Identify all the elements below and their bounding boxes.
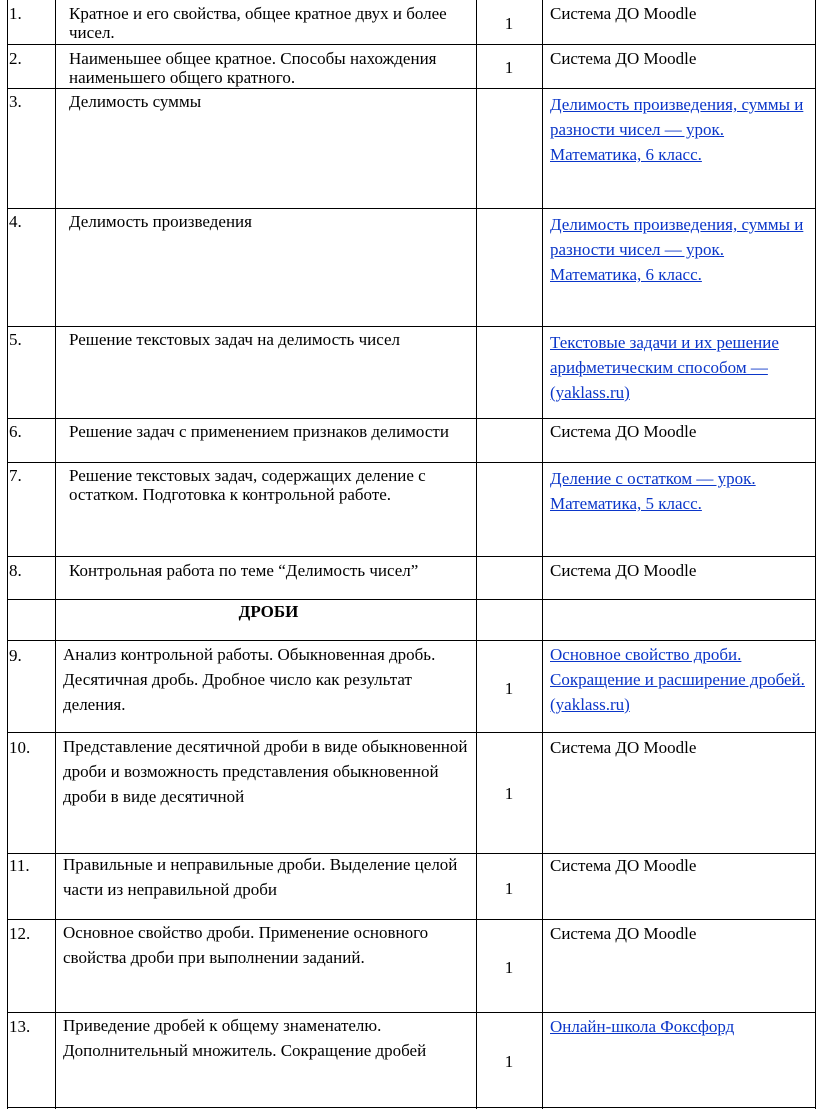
- table-border-left: [7, 0, 8, 1109]
- row-number: 2.: [9, 49, 22, 68]
- resource-text: Система ДО Moodle: [550, 422, 697, 441]
- resource-link[interactable]: Онлайн-школа Фоксфорд: [550, 1017, 735, 1036]
- row-number: 5.: [9, 330, 22, 349]
- table-row: [0, 326, 816, 418]
- row-number: 4.: [9, 212, 22, 231]
- table-row-divider: [7, 853, 816, 854]
- topic-text: Приведение дробей к общему знаменателю. Дополнительный множитель. Сокращение дробей: [63, 1016, 427, 1060]
- resource-link[interactable]: Деление с остатком — урок. Математика, 5 класс.: [550, 469, 756, 513]
- section-header-row: [0, 599, 816, 640]
- topic-text: Решение задач с применением признаков делимости: [69, 422, 449, 441]
- row-number: 7.: [9, 466, 22, 485]
- section-title: ДРОБИ: [238, 602, 299, 621]
- hours-value: 1: [504, 784, 514, 803]
- table-row: [0, 45, 816, 88]
- resource-link[interactable]: Делимость произведения, суммы и разности чисел — урок. Математика, 6 класс.: [550, 215, 804, 284]
- row-number: 11.: [9, 856, 30, 875]
- table-row: [0, 88, 816, 208]
- table-row-divider: [7, 599, 816, 600]
- resource-text: Система ДО Moodle: [550, 924, 697, 943]
- resource-link[interactable]: Делимость произведения, суммы и разности чисел — урок. Математика, 6 класс.: [550, 95, 804, 164]
- table-row: [0, 853, 816, 919]
- table-row: [0, 462, 816, 556]
- resource-text: Система ДО Moodle: [550, 49, 697, 68]
- row-number: 9.: [9, 646, 22, 665]
- topic-text: Представление десятичной дроби в виде обыкновенной дроби и возможность представления обыкновенной дроби в виде десятичной: [63, 737, 468, 806]
- hours-value: 1: [504, 879, 514, 898]
- table-row-divider: [7, 418, 816, 419]
- table-row: [0, 640, 816, 732]
- row-number: 3.: [9, 92, 22, 111]
- table-row-divider: [7, 556, 816, 557]
- topic-text: Анализ контрольной работы. Обыкновенная дробь. Десятичная дробь. Дробное число как результат деления.: [63, 645, 436, 714]
- resource-link[interactable]: Основное свойство дроби. Сокращение и расширение дробей. (yaklass.ru): [550, 645, 805, 714]
- table-row-divider: [7, 326, 816, 327]
- hours-value: 1: [504, 1052, 514, 1071]
- table-row: [0, 1012, 816, 1107]
- topic-text: Делимость суммы: [69, 92, 202, 111]
- table-row-divider: [7, 1012, 816, 1013]
- hours-value: 1: [504, 14, 514, 33]
- table-row-divider: [7, 462, 816, 463]
- table-row-divider: [7, 919, 816, 920]
- hours-value: 1: [504, 58, 514, 77]
- resource-link-text: [550, 212, 812, 287]
- resource-link-text: [550, 642, 812, 717]
- resource-text: Система ДО Moodle: [550, 738, 697, 757]
- table-row-divider: [7, 640, 816, 641]
- table-row: [0, 0, 816, 45]
- table-row: [0, 208, 816, 326]
- topic-text: Решение текстовых задач на делимость чисел: [69, 330, 400, 349]
- table-border-bottom: [7, 1107, 816, 1108]
- hours-value: 1: [504, 958, 514, 977]
- table-row: [0, 732, 816, 853]
- topic-text: Делимость произведения: [69, 212, 252, 231]
- resource-text: Система ДО Moodle: [550, 856, 697, 875]
- resource-link-text: [550, 1017, 812, 1036]
- table-row: [0, 418, 816, 462]
- table-row-divider: [7, 88, 816, 89]
- resource-link-text: [550, 466, 812, 516]
- table-border-col3: [542, 0, 543, 1109]
- table-row-divider: [7, 44, 816, 45]
- hours-value: 1: [504, 679, 514, 698]
- topic-text: Кратное и его свойства, общее кратное двух и более чисел.: [69, 4, 447, 42]
- row-number: 6.: [9, 422, 22, 441]
- resource-link-text: [550, 330, 812, 405]
- table-row: [0, 556, 816, 599]
- row-number: 13.: [9, 1017, 31, 1036]
- row-number: 8.: [9, 561, 22, 580]
- topic-text: Правильные и неправильные дроби. Выделение целой части из неправильной дроби: [63, 855, 458, 899]
- table-row-divider: [7, 208, 816, 209]
- row-number: 1.: [9, 4, 22, 23]
- row-number: 12.: [9, 924, 31, 943]
- table-border-col1: [55, 0, 56, 1109]
- resource-text: Система ДО Moodle: [550, 4, 697, 23]
- resource-text: Система ДО Moodle: [550, 561, 697, 580]
- table-row-divider: [7, 732, 816, 733]
- topic-text: Наименьшее общее кратное. Способы нахождения наименьшего общего кратного.: [69, 49, 437, 87]
- topic-text: Решение текстовых задач, содержащих деление с остатком. Подготовка к контрольной работе.: [69, 466, 426, 504]
- row-number: 10.: [9, 738, 31, 757]
- resource-link[interactable]: Текстовые задачи и их решение арифметическим способом —(yaklass.ru): [550, 333, 779, 402]
- topic-text: Основное свойство дроби. Применение основного свойства дроби при выполнении заданий.: [63, 923, 429, 967]
- resource-link-text: [550, 92, 812, 167]
- table-row: [0, 919, 816, 1012]
- table-border-col2: [476, 0, 477, 1109]
- topic-text: Контрольная работа по теме “Делимость чисел”: [69, 561, 419, 580]
